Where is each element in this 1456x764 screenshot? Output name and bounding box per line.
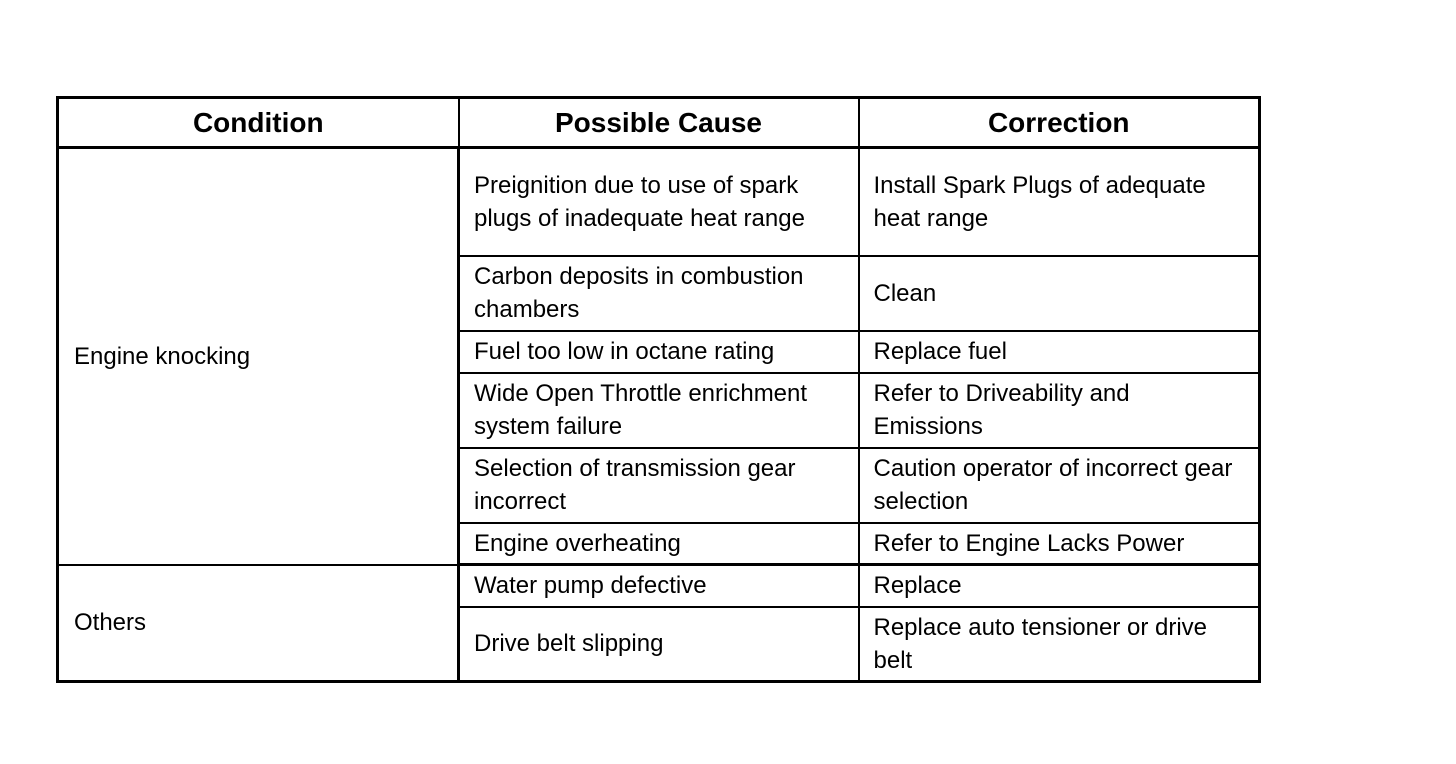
cause-cell: Carbon deposits in combustion chambers [459,256,859,331]
cause-cell: Engine overheating [459,523,859,565]
condition-cell: Engine knocking [58,148,459,565]
table-body [58,148,1260,682]
condition-cell: Others [58,565,459,682]
cause-cell: Wide Open Throttle enrichment system failure [459,373,859,448]
correction-cell: Replace auto tensioner or drive belt [859,607,1260,682]
correction-cell: Clean [859,256,1260,331]
header-condition: Condition [58,98,459,148]
header-possible-cause: Possible Cause [459,98,859,148]
correction-cell: Refer to Driveability and Emissions [859,373,1260,448]
table-row [58,565,1260,607]
table-header [58,98,1260,148]
table-row [58,148,1260,256]
cause-cell: Fuel too low in octane rating [459,331,859,373]
correction-cell: Replace [859,565,1260,607]
correction-cell: Refer to Engine Lacks Power [859,523,1260,565]
cause-cell: Preignition due to use of spark plugs of inadequate heat range [459,148,859,256]
cause-cell: Water pump defective [459,565,859,607]
header-row [58,98,1260,148]
header-correction: Correction [859,98,1260,148]
correction-cell: Install Spark Plugs of adequate heat range [859,148,1260,256]
cause-cell: Drive belt slipping [459,607,859,682]
correction-cell: Replace fuel [859,331,1260,373]
cause-cell: Selection of transmission gear incorrect [459,448,859,523]
diagnosis-table [56,96,1261,683]
correction-cell: Caution operator of incorrect gear selection [859,448,1260,523]
